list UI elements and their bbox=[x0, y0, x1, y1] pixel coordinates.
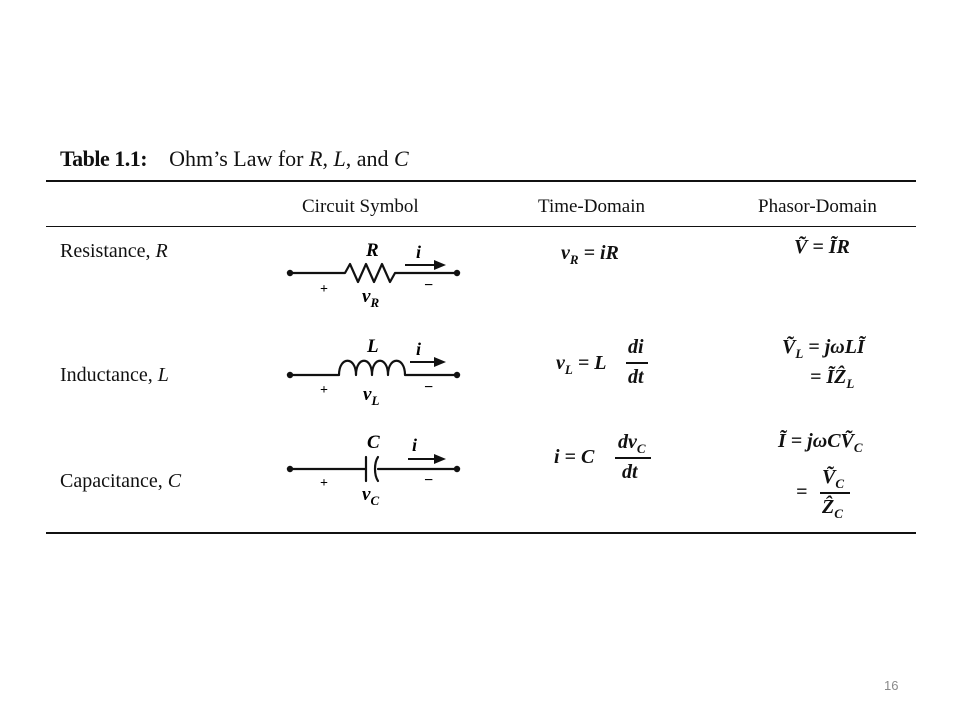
capacitor-label: C bbox=[367, 432, 380, 453]
resistor-voltage: $v_R$ bbox=[362, 286, 380, 310]
resistor-plus: + bbox=[320, 282, 328, 297]
row-label-resistance: Resistance, R bbox=[60, 240, 168, 262]
phasor-eq-capacitance-equals: = bbox=[796, 481, 808, 503]
inductor-minus: − bbox=[424, 379, 434, 396]
phasor-eq-inductance-line1: Ṽ$_L$ = jωLĨ bbox=[782, 336, 865, 361]
phasor-eq-capacitance-den: Ẑ$_C$ bbox=[822, 496, 843, 521]
resistor-minus: − bbox=[424, 277, 434, 294]
caption-and: , and bbox=[345, 146, 389, 171]
caption-sep: , bbox=[322, 146, 328, 171]
time-eq-capacitance-frac-bar bbox=[615, 457, 651, 459]
resistor-current-label: i bbox=[416, 242, 422, 262]
inductor-label: L bbox=[367, 336, 379, 357]
caption-var-r: R bbox=[309, 146, 323, 171]
caption-var-l: L bbox=[333, 146, 346, 171]
caption-lead: Table 1.1: bbox=[60, 146, 148, 171]
capacitor-plus: + bbox=[320, 476, 328, 491]
phasor-eq-capacitance-line1: Ĩ = jωCṼ$_C$ bbox=[778, 430, 863, 455]
inductor-plus: + bbox=[320, 383, 328, 398]
phasor-eq-inductance-line2: = ĨẐ$_L$ bbox=[810, 366, 855, 391]
inductor-voltage: $v_L$ bbox=[363, 384, 380, 408]
capacitor-voltage: $v_C$ bbox=[362, 484, 380, 508]
time-eq-inductance-frac-bar bbox=[626, 362, 648, 364]
inductor-current-label: i bbox=[416, 339, 422, 359]
phasor-eq-resistance: Ṽ = ĨR bbox=[794, 236, 850, 258]
row-label-capacitance: Capacitance, C bbox=[60, 470, 182, 492]
time-eq-capacitance-den: dt bbox=[622, 461, 638, 483]
capacitor-current-label: i bbox=[412, 435, 418, 455]
time-eq-inductance-den: dt bbox=[628, 366, 644, 388]
resistor-label: R bbox=[366, 240, 379, 261]
time-eq-resistance: $v_R$ = iR bbox=[561, 242, 619, 267]
header-circuit-symbol: Circuit Symbol bbox=[302, 196, 419, 217]
phasor-eq-capacitance-num: Ṽ$_C$ bbox=[822, 466, 845, 491]
row-label-inductance: Inductance, L bbox=[60, 364, 169, 386]
header-phasor-domain: Phasor-Domain bbox=[758, 196, 877, 217]
phasor-eq-capacitance-frac-bar bbox=[820, 492, 850, 494]
header-time-domain: Time-Domain bbox=[538, 196, 645, 217]
time-eq-capacitance-num: $dv_C$ bbox=[618, 431, 646, 456]
caption-var-c: C bbox=[393, 146, 409, 171]
time-eq-capacitance: i = C bbox=[554, 446, 595, 468]
caption-text: Ohm’s Law for bbox=[169, 146, 304, 171]
capacitor-minus: − bbox=[424, 472, 434, 489]
time-eq-inductance-num: di bbox=[628, 336, 644, 358]
page-number: 16 bbox=[884, 678, 899, 693]
time-eq-inductance: $v_L = L$ bbox=[556, 352, 607, 377]
